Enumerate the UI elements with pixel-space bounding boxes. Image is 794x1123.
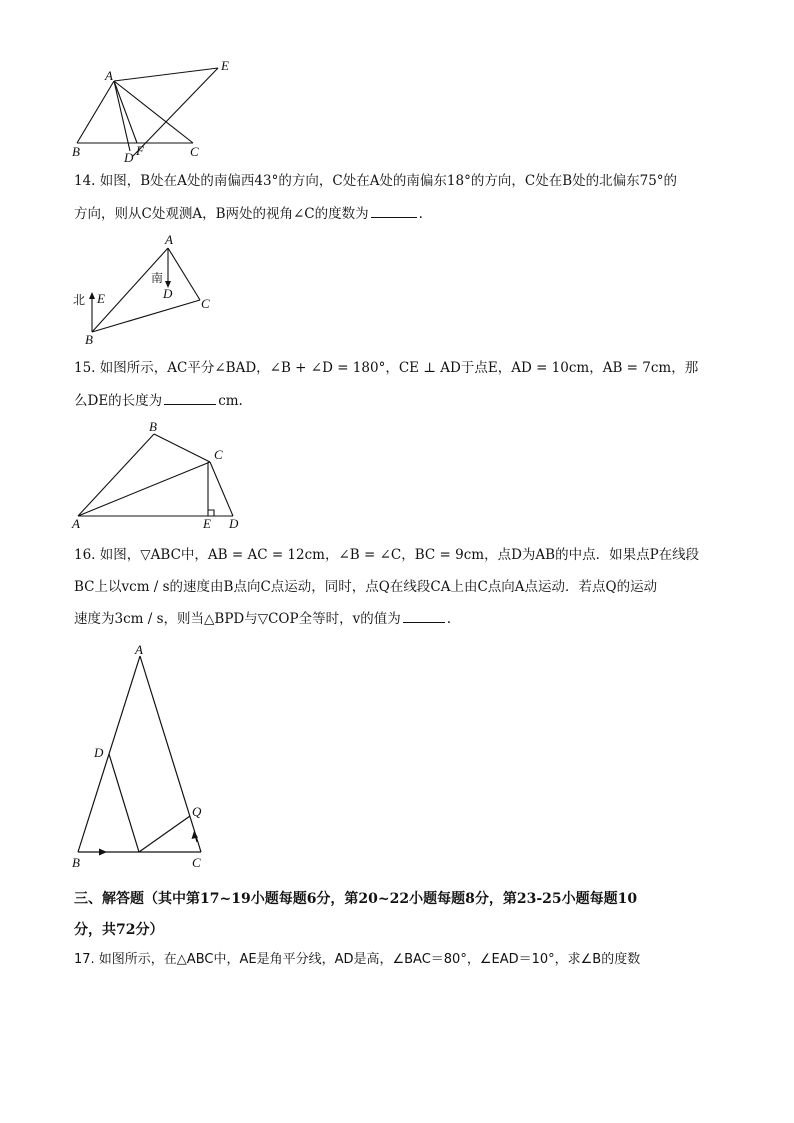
label-B: B	[72, 144, 80, 159]
section-3-heading-line1: 三、解答题（其中第17~19小题每题6分，第20~22小题每题8分，第23-25小题每题10	[74, 891, 638, 907]
q14-line1: 14. 如图，B处在A处的南偏西43°的方向，C处在A处的南偏东18°的方向，C处在B处的北偏东75°的	[74, 173, 678, 189]
figure-q13	[60, 58, 250, 168]
label-A: A	[165, 232, 173, 247]
seg-AB	[92, 248, 168, 332]
north-arrowhead	[89, 292, 95, 299]
label-A: A	[135, 642, 143, 657]
label-C: C	[192, 855, 201, 870]
label-E: E	[221, 58, 229, 73]
seg-DP	[109, 754, 139, 852]
q16-answer-blank[interactable]	[403, 608, 445, 623]
label-north: 北	[73, 293, 86, 307]
label-A: A	[105, 68, 113, 83]
seg-CD	[210, 462, 233, 516]
seg-AC	[78, 462, 210, 516]
label-B: B	[72, 855, 80, 870]
label-B: B	[85, 332, 93, 347]
section-3-heading-line2: 分，共72分）	[74, 922, 164, 938]
label-E: E	[203, 516, 211, 531]
label-A: A	[72, 516, 80, 531]
label-D: D	[124, 150, 134, 165]
seg-AB	[77, 81, 114, 143]
q14-line2-text: 方向，则从C处观测A，B两处的视角∠C的度数为	[74, 206, 369, 222]
q16-line3	[74, 608, 451, 629]
q15-line2-end: cm.	[218, 393, 243, 409]
q16-line3-end: .	[446, 611, 452, 627]
figure-q15	[66, 416, 256, 534]
q15-line1: 15. 如图所示，AC平分∠BAD，∠B + ∠D = 180°，CE ⊥ AD于点E，AD = 10cm，AB = 7cm，那	[74, 360, 699, 376]
q14-line2	[74, 203, 423, 224]
label-C: C	[190, 144, 199, 159]
seg-BC	[154, 434, 210, 462]
label-D: D	[229, 516, 239, 531]
q17-line1: 17. 如图所示，在△ABC中，AE是角平分线，AD是高，∠BAC＝80°，∠EAD＝10°，求∠B的度数	[74, 952, 641, 967]
figure-q16	[68, 640, 228, 872]
seg-AB	[78, 434, 154, 516]
q15-line2	[74, 390, 243, 411]
q15-answer-blank[interactable]	[164, 390, 216, 405]
label-B: B	[149, 419, 157, 434]
q16-line2: BC上以vcm / s的速度由B点向C点运动，同时，点Q在线段CA上由C点向A点运动．若点Q的运动	[74, 579, 658, 595]
label-south: 南	[151, 271, 164, 285]
q16-line1: 16. 如图，▽ABC中，AB = AC = 12cm，∠B = ∠C，BC = 9cm，点D为AB的中点．如果点P在线段	[74, 547, 700, 563]
label-D: D	[163, 286, 173, 301]
label-Q: Q	[192, 804, 202, 819]
q16-line3-text: 速度为3cm / s，则当△BPD与▽COP全等时，v的值为	[74, 611, 401, 627]
label-E: E	[97, 291, 105, 306]
label-C: C	[214, 447, 223, 462]
q14-line2-end: .	[418, 206, 423, 222]
seg-AC	[140, 656, 201, 852]
q15-line2-text: 么DE的长度为	[74, 393, 163, 409]
p-arrowhead	[99, 849, 107, 856]
label-F: F	[136, 143, 144, 158]
seg-AE	[114, 68, 218, 81]
seg-BC	[92, 300, 200, 332]
q14-answer-blank[interactable]	[371, 203, 417, 218]
seg-AC	[168, 248, 200, 300]
figure-q14	[68, 228, 228, 346]
label-C: C	[201, 296, 210, 311]
label-D: D	[94, 745, 104, 760]
seg-PQ	[139, 816, 190, 852]
